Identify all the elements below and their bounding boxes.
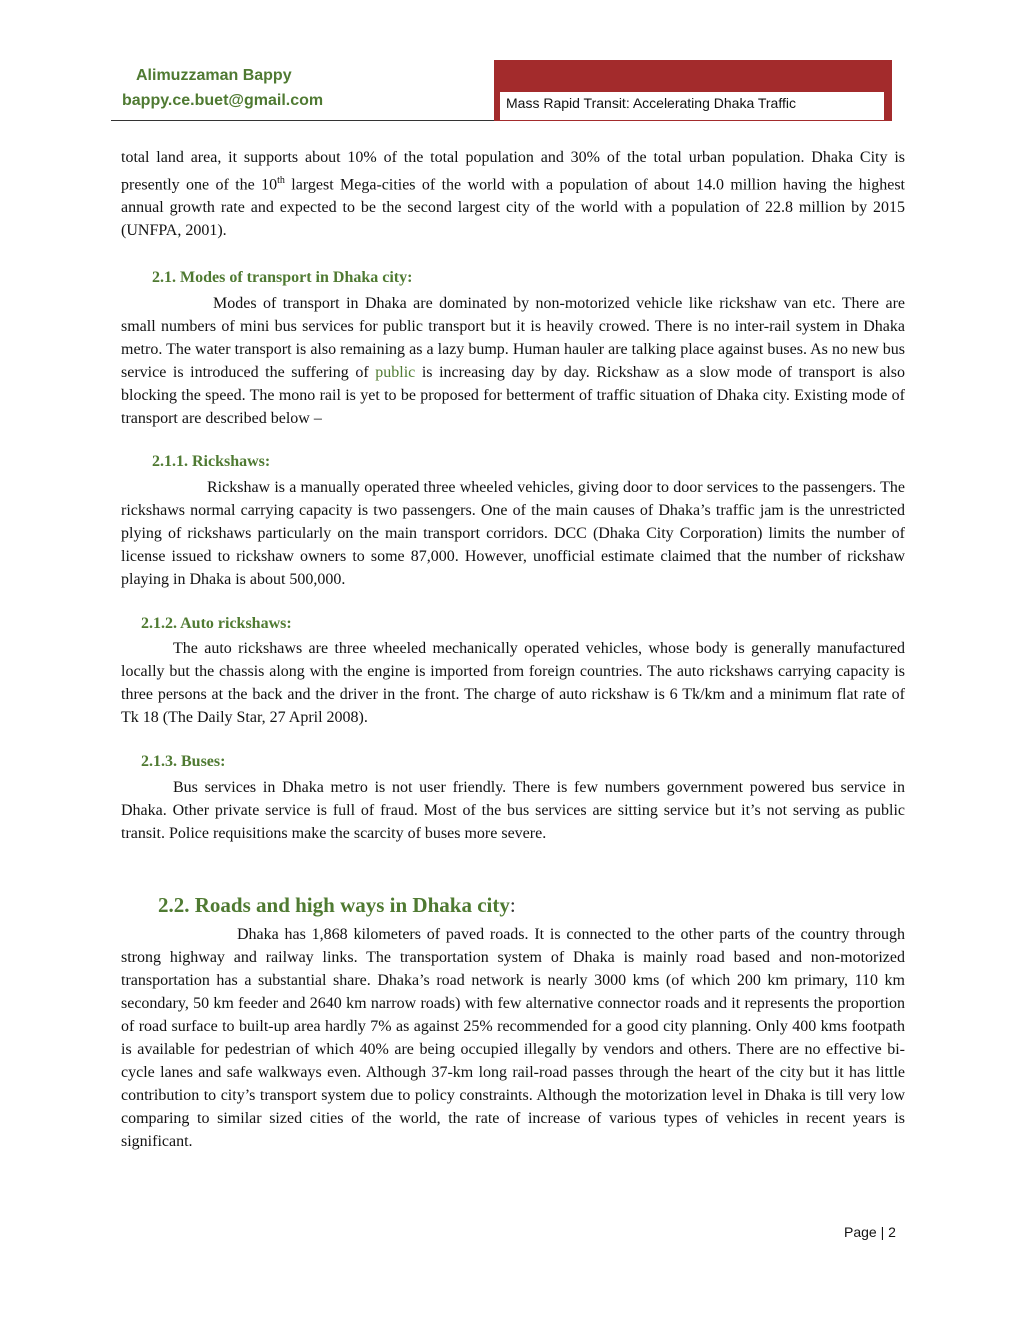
public-word: public — [375, 364, 416, 381]
header-email: bappy.ce.buet@gmail.com — [122, 92, 324, 109]
intro-text-a: total land area, it supports about 10% of the total population and 30% of the total urban population. Dhaka City is presently one of the 10 — [121, 149, 905, 194]
header-author: Alimuzzaman Bappy — [136, 67, 292, 84]
section-2-2-paragraph — [121, 923, 905, 1153]
section-2-1-text-a: Modes of transport in Dhaka are dominated by non-motorized vehicle like rickshaw van etc. There are small numbers of mini bus services for public transport but it is heavily crowed. There is no inter-rail system in Dhaka metro. The water transport is also remaining as a lazy bump. Human hauler are talking place against buses. As no new bus service is introduced the suffering of — [121, 295, 905, 381]
section-2-1-3-text: Bus services in Dhaka metro is not user friendly. There is few numbers government powered bus service in Dhaka. Other private service is full of fraud. Most of the bus services are sitting service but it’s not serving as public transit. Police requisitions make the scarcity of buses more severe. — [121, 779, 905, 842]
intro-paragraph — [121, 146, 905, 242]
header-doc-title: Mass Rapid Transit: Accelerating Dhaka Traffic — [500, 92, 884, 120]
section-2-2-heading — [158, 893, 516, 918]
section-2-1-1-heading: 2.1.1. Rickshaws: — [152, 453, 271, 470]
section-2-1-3-heading: 2.1.3. Buses: — [141, 753, 226, 770]
section-2-2-heading-text: 2.2. Roads and high ways in Dhaka city — [158, 893, 510, 917]
section-2-1-heading: 2.1. Modes of transport in Dhaka city: — [152, 269, 413, 286]
intro-superscript: th — [277, 175, 285, 186]
intro-text-b: largest Mega-cities of the world with a population of about 14.0 million having the highest annual growth rate and expected to be the second largest city of the world with a population of 22.8 million by 2015 (UNFPA, 2001). — [121, 176, 906, 240]
section-2-1-text-b: is increasing day by day. Rickshaw as a slow mode of transport is also blocking the speed. The mono rail is yet to be proposed for betterment of traffic situation of Dhaka city. Existing mode of transport are described below – — [121, 364, 905, 427]
section-2-2-heading-colon: : — [509, 893, 516, 917]
page-number: Page | 2 — [844, 1224, 896, 1240]
section-2-1-3-paragraph — [121, 776, 905, 845]
section-2-1-1-paragraph — [121, 476, 905, 591]
section-2-1-2-text: The auto rickshaws are three wheeled mechanically operated vehicles, whose body is generally manufactured locally but the chassis along with the engine is imported from foreign countries. The auto rickshaws carrying capacity is three persons at the back and the driver in the front. The charge of auto rickshaw is 6 Tk/km and a minimum flat rate of Tk 18 (The Daily Star, 27 April 2008). — [121, 640, 905, 726]
header-rule — [111, 120, 494, 121]
section-2-1-2-paragraph — [121, 637, 905, 729]
section-2-1-1-text: Rickshaw is a manually operated three wheeled vehicles, giving door to door services to the passengers. The rickshaws normal carrying capacity is two passengers. One of the main causes of Dhaka’s traffic jam is the unrestricted plying of rickshaws particularly on the main transport corridors. DCC (Dhaka City Corporation) limits the number of license issued to rickshaw owners to some 87,000. However, unofficial estimate claimed that the number of rickshaw playing in Dhaka is about 500,000. — [121, 479, 905, 588]
section-2-2-text: Dhaka has 1,868 kilometers of paved roads. It is connected to the other parts of the country through strong highway and railway links. The transportation system of Dhaka is mainly road based and non-motorized transportation has a substantial share. Dhaka’s road network is nearly 3000 kms (of which 200 km primary, 110 km secondary, 50 km feeder and 2640 km narrow roads) with few alternative connector roads and it represents the proportion of road surface to built-up area hardly 7% as against 25% recommended for a good city planning. Only 400 kms footpath is available for pedestrian of which 40% are being occupied illegally by vendors and others. There are no effective bi-cycle lanes and safe walkways even. Although 37-km long rail-road passes through the heart of the city but it has little contribution to city’s transport system due to policy constraints. Although the motorization level in Dhaka is till very low comparing to similar sized cities of the world, the rate of increase of various types of vehicles in recent years is significant. — [121, 926, 905, 1150]
section-2-1-2-heading: 2.1.2. Auto rickshaws: — [141, 615, 292, 632]
section-2-1-paragraph — [121, 292, 905, 430]
